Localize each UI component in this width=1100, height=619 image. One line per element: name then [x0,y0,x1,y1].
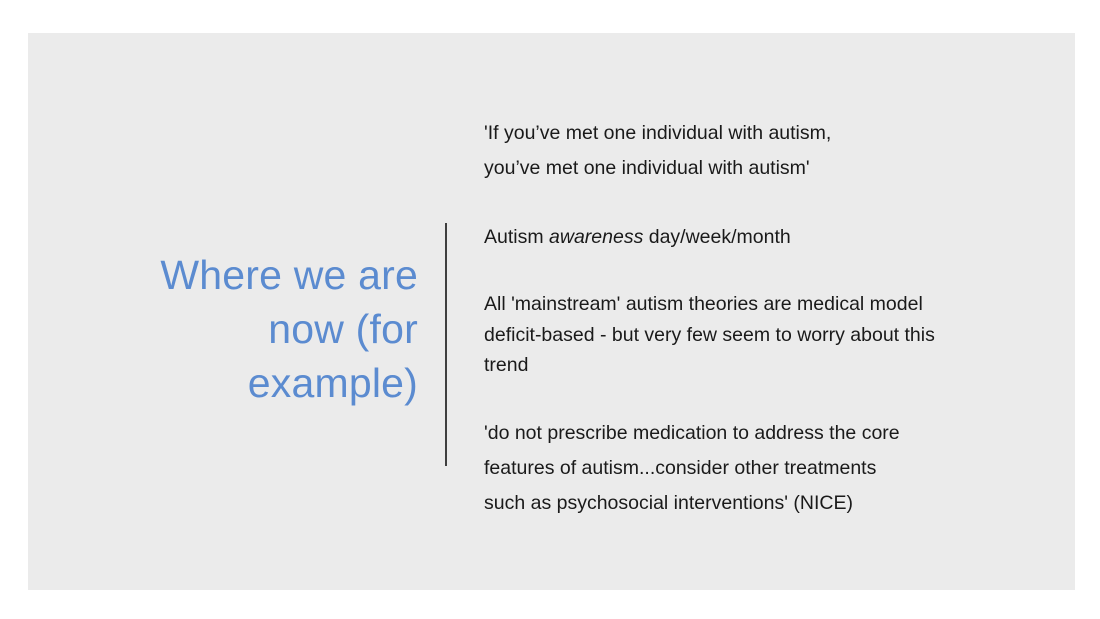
theories-block [484,289,1064,380]
nice-line-3: such as psychosocial interventions' (NICE) [484,492,853,515]
slide-title [88,248,418,410]
nice-line-1: 'do not prescribe medication to address the core [484,421,900,444]
awareness-suffix: day/week/month [643,226,791,249]
awareness-emphasis: awareness [549,226,644,249]
theories-line-2: deficit-based - but very few seem to worry about this [484,323,935,346]
slide-body [484,116,1064,521]
vertical-divider [445,223,447,466]
quote-line-2: you’ve met one individual with autism' [484,157,810,180]
quote-block-individual [484,116,1064,186]
nice-line-2: features of autism...consider other treatments [484,457,877,480]
page-title: Where we are now (for example) [160,252,418,407]
slide-content-surface [28,33,1075,590]
theories-line-1: All 'mainstream' autism theories are medical model [484,293,923,316]
quote-line-1: 'If you’ve met one individual with autism, [484,122,832,144]
awareness-line [484,220,1064,255]
nice-quote-block [484,416,1064,521]
theories-line-3: trend [484,353,529,376]
awareness-prefix: Autism [484,226,550,249]
